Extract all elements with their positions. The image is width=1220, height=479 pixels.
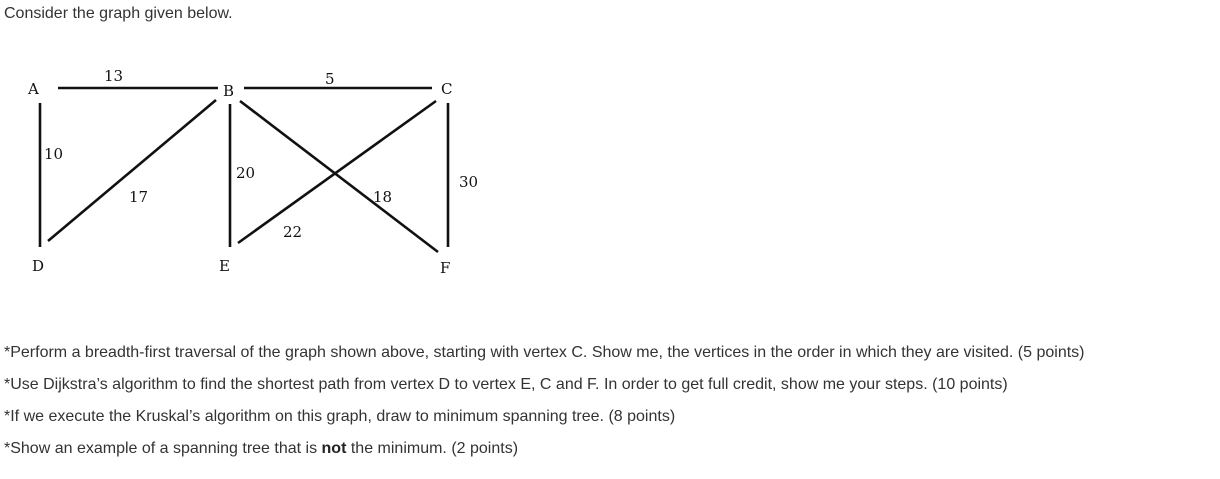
question-dijkstra: *Use Dijkstra’s algorithm to find the shortest path from vertex D to vertex E, C and F. In order to get full credit, show me your steps. (10 points) — [4, 376, 1008, 393]
edge-d-b — [48, 100, 216, 241]
question-list — [4, 341, 1214, 469]
weight-c-f: 30 — [459, 173, 479, 191]
vertex-f: F — [440, 259, 451, 277]
vertex-e: E — [219, 257, 230, 275]
vertex-c: C — [441, 80, 453, 98]
question-spanning-tree-end: the minimum. (2 points) — [346, 440, 519, 457]
weight-b-c: 5 — [325, 70, 335, 88]
vertex-b: B — [223, 82, 235, 100]
question-kruskal: *If we execute the Kruskal’s algorithm on this graph, draw to minimum spanning tree. (8 points) — [4, 408, 676, 425]
vertex-a: A — [28, 80, 39, 98]
vertex-d: D — [32, 257, 45, 275]
graph-edge-weights — [44, 67, 478, 241]
weight-a-b: 13 — [104, 67, 124, 85]
weight-b-f: 18 — [373, 188, 393, 206]
question-spanning-tree-start: *Show an example of a spanning tree that is — [4, 440, 322, 457]
weight-e-c: 22 — [283, 223, 303, 241]
question-bfs: *Perform a breadth-first traversal of the graph shown above, starting with vertex C. Show me, the vertices in the order in which they are visited. (5 points) — [4, 344, 1085, 361]
weight-a-d: 10 — [44, 145, 64, 163]
edge-b-f — [240, 101, 438, 252]
intro-text: Consider the graph given below. — [4, 5, 233, 22]
question-spanning-tree — [4, 437, 1214, 469]
weight-b-e: 20 — [236, 164, 256, 182]
weight-d-b: 17 — [129, 188, 149, 206]
question-spanning-tree-emphasis: not — [321, 440, 347, 457]
